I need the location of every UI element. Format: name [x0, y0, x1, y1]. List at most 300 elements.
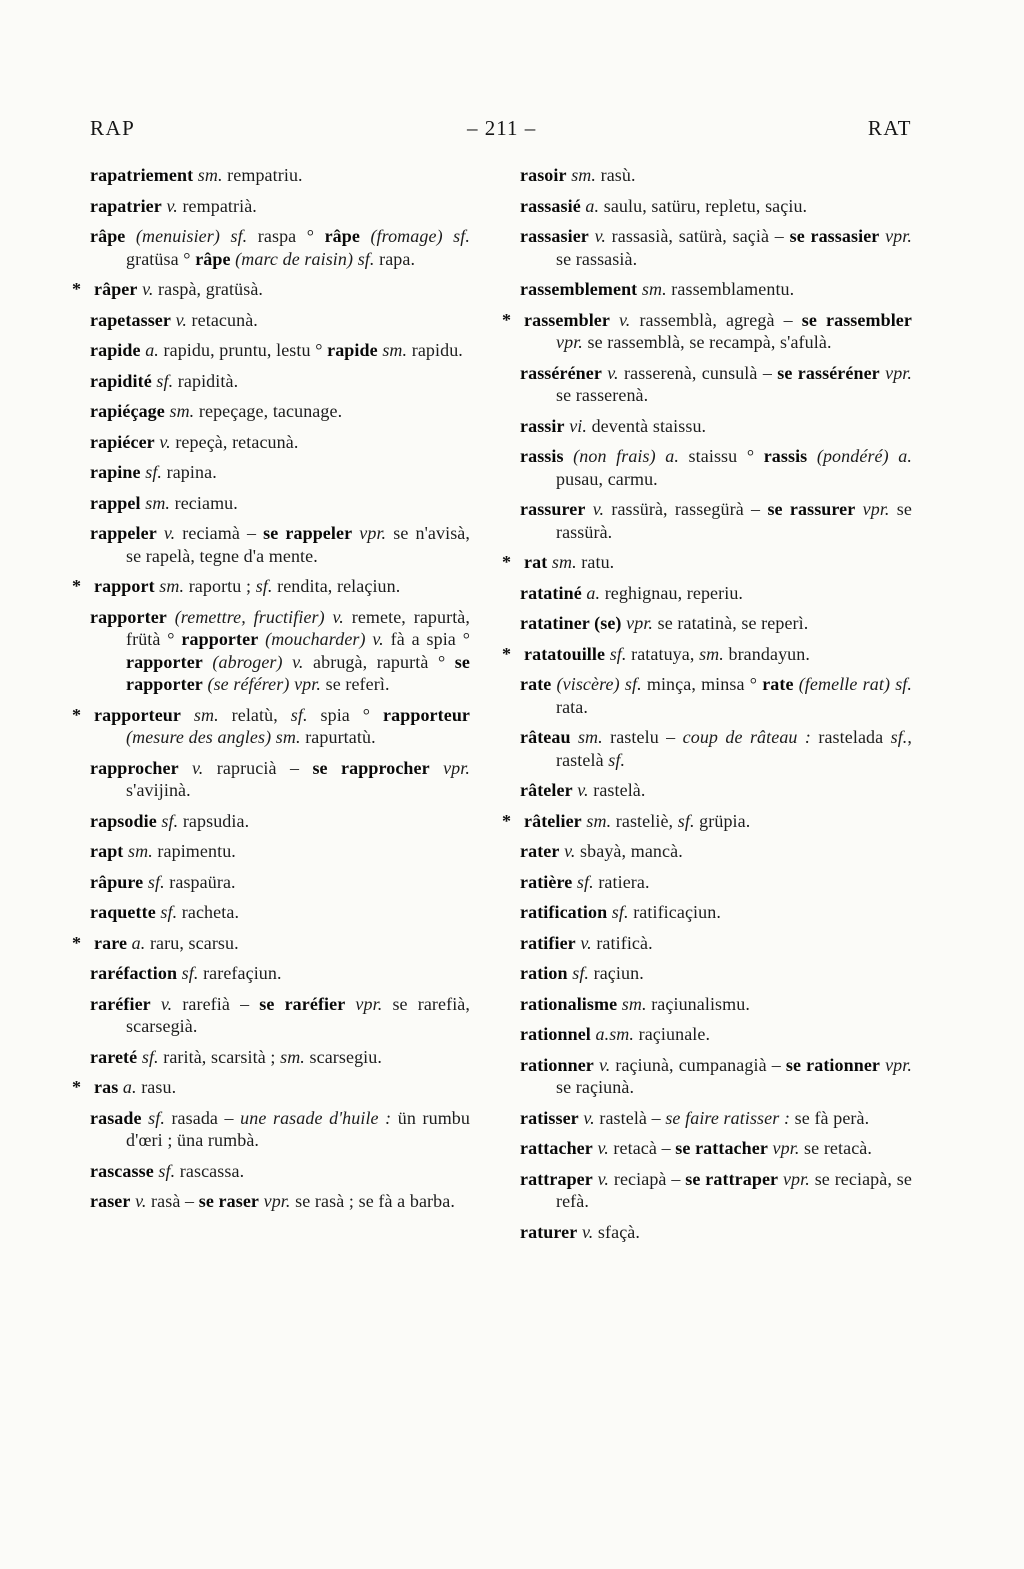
headword-text: se raser [198, 1191, 260, 1211]
translation-text: se raçiunà. [556, 1077, 635, 1097]
dictionary-entry [90, 757, 470, 802]
grammar-label: v. [161, 195, 178, 216]
grammar-label: v. [130, 1191, 147, 1211]
dictionary-entry [90, 522, 470, 567]
translation-text: rasu. [136, 1077, 177, 1097]
dictionary-entry [520, 1137, 912, 1160]
translation-text: spia ° [307, 704, 384, 725]
grammar-label: sf. [155, 902, 178, 922]
grammar-label: vpr. [879, 226, 912, 246]
grammar-label: sm. [377, 340, 408, 360]
translation-text: retacà – [608, 1138, 676, 1158]
dictionary-entry [90, 339, 470, 362]
translation-text: rastelada [811, 727, 891, 747]
grammar-label: (fromage) sf. [359, 226, 470, 246]
headword-text: rapporter [90, 606, 167, 627]
grammar-label: sm. [699, 643, 724, 664]
dictionary-entry [90, 606, 470, 696]
translation-text: rasada – [164, 1107, 241, 1128]
translation-text: se ratatinà, se reperì. [653, 613, 809, 633]
translation-text: raçiunale. [634, 1024, 711, 1044]
headword-text: ratatiné [520, 582, 582, 603]
translation-text: , rastelà [556, 727, 913, 770]
grammar-label: vpr. [880, 1054, 912, 1075]
translation-text: raspa ° [247, 226, 325, 246]
headword-text: ratifier [520, 932, 576, 953]
headword-text: rasoir [520, 165, 567, 185]
page-number: – 211 – [466, 116, 537, 140]
headword-text: rapporter [181, 629, 259, 649]
dictionary-entry [90, 1046, 470, 1069]
dictionary-entry [520, 164, 912, 187]
dictionary-entry [520, 278, 912, 301]
dictionary-entry [520, 415, 912, 438]
headword-text: rare [94, 932, 128, 953]
headword-text: ratification [520, 902, 608, 922]
grammar-label: sm. [581, 810, 612, 831]
translation-text: rendita, relaçiun. [272, 576, 401, 596]
dictionary-entry [72, 278, 470, 301]
translation-text: raru, scarsu. [145, 932, 239, 953]
grammar-label: v. [585, 499, 605, 519]
translation-text: rempatriu. [222, 165, 303, 185]
headword-text: rapatrier [90, 195, 162, 216]
translation-text: rasserenà, cunsulà – [618, 362, 778, 383]
grammar-label: vpr. [855, 499, 890, 519]
dictionary-entry [520, 779, 912, 802]
translation-text: se rassürà. [556, 499, 912, 542]
headword-text: rapiéçage [90, 401, 165, 421]
grammar-label: sf. [151, 370, 174, 391]
headword-text: rattacher [520, 1138, 593, 1158]
translation-text: se fà perà. [790, 1107, 870, 1128]
headword-text: se rattacher [675, 1138, 768, 1158]
grammar-label: v. [601, 362, 619, 383]
headword-text: rassemblement [520, 279, 638, 299]
grammar-label: sf. [143, 871, 165, 892]
translation-text: rapina. [162, 462, 217, 482]
headword-text: râpe [324, 226, 360, 246]
translation-text: raçiunà, cumpanagià – [610, 1054, 786, 1075]
grammar-label: (remettre, fructifier) v. [166, 606, 344, 627]
translation-text: rata. [556, 696, 588, 717]
translation-text: saulu, satüru, repletu, saçiu. [599, 195, 808, 216]
grammar-label: v. [609, 309, 631, 330]
translation-text: reghignau, reperiu. [600, 582, 744, 603]
grammar-label: v. [575, 932, 592, 953]
dictionary-entry [520, 1054, 912, 1099]
dictionary-entry [90, 901, 470, 924]
grammar-label: vpr. [352, 523, 387, 543]
translation-text: sbayà, mancà. [575, 841, 683, 861]
grammar-label: (pondéré) a. [807, 446, 912, 466]
dictionary-entry [520, 726, 912, 771]
headword-text: rapport [94, 576, 155, 596]
dictionary-entry [90, 400, 470, 423]
headword-text: rationner [520, 1054, 594, 1075]
translation-text: retacunà. [186, 309, 258, 330]
translation-text: rassürà, rassegürà – [604, 499, 768, 519]
dictionary-entry [90, 993, 470, 1038]
headword-text: rat [524, 552, 548, 572]
translation-text: s'avijinà. [126, 780, 191, 800]
star-marker: * [502, 643, 512, 664]
grammar-label: (viscère) sf. [551, 674, 642, 694]
dictionary-entry [90, 225, 470, 270]
star-marker: * [72, 932, 82, 953]
header-left-guideword: RAP [90, 116, 136, 140]
headword-text: rassembler [524, 309, 610, 330]
translation-text: grüpia. [694, 810, 751, 831]
grammar-label: sf. [572, 871, 594, 892]
grammar-label: v. [572, 780, 589, 800]
grammar-label: sm. [570, 727, 603, 747]
headword-text: rapide [90, 340, 141, 360]
grammar-label: sm. [140, 492, 171, 513]
headword-text: rapetasser [90, 309, 171, 330]
headword-text: râteler [520, 780, 573, 800]
dictionary-entry [520, 1168, 912, 1213]
dictionary-entry [90, 309, 470, 332]
dictionary-entry [90, 195, 470, 218]
translation-text: ün rumbu d'œri ; üna rumbà. [126, 1107, 471, 1150]
translation-text: reciapà – [609, 1168, 686, 1189]
grammar-label: (non frais) a. [563, 446, 679, 466]
headword-text: ratière [520, 871, 573, 892]
grammar-label: sm. [164, 401, 195, 421]
star-marker: * [72, 576, 82, 596]
headword-text: raturer [520, 1221, 578, 1242]
translation-text: rastelà. [588, 780, 646, 800]
dictionary-entry [520, 901, 912, 924]
grammar-label: a. [580, 195, 600, 216]
grammar-label: (mesure des angles) sm. [126, 727, 301, 747]
headword-text: rationalisme [520, 993, 618, 1014]
dictionary-entry [520, 362, 912, 407]
translation-text: rapidu. [407, 340, 463, 360]
grammar-label: vpr. [778, 1168, 810, 1189]
headword-text: rapporter [126, 651, 203, 672]
translation-text: raprucià – [203, 757, 313, 778]
star-marker: * [502, 309, 512, 330]
translation-text: staissu ° [679, 446, 764, 466]
star-marker: * [72, 1077, 82, 1097]
headword-text: se rationner [785, 1054, 881, 1075]
translation-text: se reciapà, se refà. [556, 1168, 912, 1211]
translation-text: rastelà – [594, 1107, 666, 1128]
translation-text: rapurtatù. [300, 727, 376, 747]
translation-text: rarità, scarsità ; [158, 1046, 281, 1067]
column-right [502, 164, 913, 1251]
grammar-label: sm. [280, 1046, 305, 1067]
headword-text: rapiécer [90, 431, 155, 452]
translation-text: rascassa. [175, 1160, 245, 1181]
translation-text: raçiunalismu. [646, 993, 750, 1014]
headword-text: ration [520, 963, 568, 983]
headword-text: râper [94, 279, 138, 299]
grammar-label: sf. [607, 902, 629, 922]
dictionary-entry [520, 1023, 912, 1046]
headword-text: rapporteur [383, 704, 471, 725]
translation-text: ratificà. [591, 932, 653, 953]
headword-text: se rasséréner [777, 362, 880, 383]
dictionary-entry [90, 840, 470, 863]
headword-text: rassir [520, 415, 565, 436]
page-header [90, 116, 912, 141]
translation-text: rarefià – [172, 993, 260, 1014]
dictionary-entry [90, 461, 470, 484]
dictionary-entry [520, 932, 912, 955]
dictionary-entry [90, 810, 470, 833]
translation-text: se n'avisà, se rapelà, tegne d'a mente. [126, 523, 470, 566]
grammar-label: sf. [567, 963, 590, 983]
headword-text: rapatriement [90, 165, 194, 185]
headword-text: rapine [90, 462, 141, 482]
dictionary-entry [520, 1107, 912, 1130]
translation-text: brandayun. [723, 643, 810, 664]
headword-text: se rassembler [801, 309, 912, 330]
headword-text: rate [762, 674, 794, 694]
translation-text: rapsudia. [178, 810, 250, 831]
star-marker: * [502, 810, 512, 831]
grammar-label: sf. [141, 1107, 165, 1128]
translation-text: repeçà, retacunà. [170, 431, 299, 452]
grammar-label: vpr. [345, 993, 383, 1014]
translation-text: se rassemblà, se recampà, s'afulà. [582, 332, 832, 352]
headword-text: rassurer [520, 499, 586, 519]
grammar-label: a.sm. [590, 1024, 635, 1044]
dictionary-entry [520, 498, 912, 543]
translation-text: reciamà – [175, 523, 264, 543]
dictionary-entry [502, 309, 912, 354]
translation-text: raspà, gratüsà. [153, 279, 264, 299]
headword-text: raquette [90, 902, 156, 922]
star-marker: * [72, 279, 82, 299]
dictionary-entry [520, 195, 912, 218]
translation-text: se retacà. [799, 1138, 872, 1158]
headword-text: rationnel [520, 1024, 591, 1044]
dictionary-entry [502, 551, 912, 574]
grammar-label: sm. [566, 165, 596, 185]
translation-text: scarsegiu. [304, 1046, 382, 1067]
headword-text: rattraper [520, 1168, 593, 1189]
grammar-label: vpr. [556, 332, 583, 352]
translation-text: relatù, [218, 704, 291, 725]
headword-text: ratatiner (se) [520, 613, 622, 633]
dictionary-entry [502, 643, 912, 666]
translation-text: pusau, carmu. [556, 468, 658, 489]
translation-text: rasù. [596, 165, 636, 185]
grammar-label: vpr. [429, 757, 470, 778]
translation-text: raportu ; [184, 576, 256, 596]
dictionary-body [72, 164, 913, 1251]
headword-text: rappeler [90, 523, 157, 543]
dictionary-entry [502, 810, 912, 833]
dictionary-entry [90, 1107, 470, 1152]
grammar-label: (femelle rat) sf. [793, 674, 912, 694]
grammar-label: coup de râteau : [682, 727, 811, 747]
dictionary-entry [520, 225, 912, 270]
grammar-label: v. [577, 1221, 594, 1242]
translation-text: fà a spia ° [383, 629, 470, 649]
translation-text: deventà staissu. [586, 415, 707, 436]
grammar-label: a. [581, 582, 601, 603]
grammar-label: sm. [547, 552, 577, 572]
grammar-label: v. [588, 226, 606, 246]
translation-text: reciamu. [170, 492, 238, 513]
translation-text: rarefaçiun. [198, 963, 282, 983]
grammar-label: sf. [608, 749, 626, 770]
headword-text: se raréfier [259, 993, 346, 1014]
dictionary-entry [72, 1076, 470, 1099]
star-marker: * [72, 704, 82, 725]
dictionary-entry [520, 993, 912, 1016]
grammar-label: vpr. [879, 362, 913, 383]
translation-text: rapimentu. [152, 841, 236, 861]
grammar-label: v. [593, 1054, 611, 1075]
headword-text: raréfaction [90, 963, 178, 983]
grammar-label: v. [137, 279, 154, 299]
grammar-label: sf. [156, 810, 179, 831]
translation-text: rapidità. [173, 370, 239, 391]
headword-text: se rappeler [263, 523, 353, 543]
dictionary-entry [520, 1221, 912, 1244]
header-right-guideword: RAT [867, 116, 912, 140]
headword-text: rapprocher [90, 757, 179, 778]
translation-text: repeçage, tacunage. [194, 401, 343, 421]
headword-text: raser [90, 1191, 131, 1211]
grammar-label: v. [578, 1107, 595, 1128]
grammar-label: (abroger) v. [202, 651, 304, 672]
headword-text: se rapprocher [312, 757, 430, 778]
translation-text: minça, minsa ° [641, 674, 763, 694]
headword-text: râteau [520, 727, 571, 747]
grammar-label: (se référer) vpr. [202, 674, 321, 694]
headword-text: rapt [90, 841, 124, 861]
headword-text: raréfier [90, 993, 151, 1014]
translation-text: rastelu – [602, 727, 683, 747]
grammar-label: v. [154, 431, 171, 452]
grammar-label: sm. [180, 704, 219, 725]
headword-text: se rassurer [767, 499, 856, 519]
column-left [72, 164, 471, 1251]
grammar-label: sf. [140, 462, 163, 482]
translation-text: ratatuya, [626, 643, 700, 664]
headword-text: rareté [90, 1046, 138, 1067]
translation-text: rasteliè, [611, 810, 678, 831]
grammar-label: v. [170, 309, 187, 330]
dictionary-entry [90, 871, 470, 894]
dictionary-entry [90, 164, 470, 187]
headword-text: ras [94, 1077, 119, 1097]
headword-text: rasade [90, 1107, 142, 1128]
headword-text: ratatouille [524, 643, 606, 664]
dictionary-entry [72, 704, 471, 749]
translation-text: ratu. [576, 552, 615, 572]
grammar-label: vpr. [259, 1191, 291, 1211]
headword-text: se rattraper [685, 1168, 779, 1189]
dictionary-entry [90, 492, 470, 515]
dictionary-entry [90, 431, 470, 454]
headword-text: rassis [763, 446, 808, 466]
grammar-label: sf. [890, 727, 908, 747]
translation-text: remete, rapurtà, frütà ° [126, 606, 470, 649]
grammar-label: sm. [193, 165, 223, 185]
headword-text: se rassasier [789, 226, 880, 246]
grammar-label: se faire ratisser : [665, 1107, 791, 1128]
translation-text: sfaçà. [593, 1221, 640, 1242]
dictionary-entry [520, 871, 912, 894]
headword-text: rapporteur [94, 704, 181, 725]
translation-text: abrugà, rapurtà ° [303, 651, 455, 672]
headword-text: rater [520, 841, 560, 861]
headword-text: râpure [90, 871, 144, 892]
headword-text: rassis [520, 446, 564, 466]
grammar-label: v. [559, 841, 576, 861]
translation-text: se rarefià, scarsegià. [126, 993, 470, 1036]
translation-text: rassemblà, agregà – [630, 309, 802, 330]
star-marker: * [502, 552, 512, 572]
headword-text: rapidité [90, 370, 152, 391]
translation-text: gratüsa ° [126, 248, 196, 269]
dictionary-entry [72, 932, 470, 955]
grammar-label: vpr. [621, 613, 654, 633]
translation-text: ratificaçiun. [628, 902, 721, 922]
headword-text: rassasié [520, 195, 581, 216]
grammar-label: sf. [255, 576, 273, 596]
grammar-label: vi. [564, 415, 587, 436]
translation-text: se referì. [320, 674, 390, 694]
translation-text: rapidu, pruntu, lestu ° [158, 340, 328, 360]
translation-text: raspaüra. [164, 871, 236, 892]
translation-text: se rassasià. [556, 248, 638, 269]
dictionary-entry [520, 962, 912, 985]
dictionary-entry [520, 582, 912, 605]
headword-text: se rapporter [126, 651, 470, 694]
grammar-label: sf. [177, 963, 199, 983]
grammar-label: sf. [605, 643, 627, 664]
translation-text: rassemblamentu. [666, 279, 795, 299]
grammar-label: v. [178, 757, 204, 778]
dictionary-entry [90, 1190, 470, 1213]
headword-text: rasséréner [520, 362, 602, 383]
grammar-label: sm. [154, 576, 185, 596]
dictionary-entry [520, 673, 912, 718]
translation-text: racheta. [177, 902, 240, 922]
translation-text: rapa. [374, 248, 416, 269]
headword-text: râpe [90, 226, 126, 246]
grammar-label: sf. [153, 1160, 176, 1181]
headword-text: rassasier [520, 226, 589, 246]
grammar-label: sf. [137, 1046, 159, 1067]
dictionary-entry [520, 445, 912, 490]
grammar-label: vpr. [767, 1138, 800, 1158]
dictionary-entry [90, 370, 470, 393]
grammar-label: sm. [123, 841, 153, 861]
translation-text: se rasà ; se fà a barba. [290, 1191, 455, 1211]
translation-text: rasà – [146, 1191, 199, 1211]
grammar-label: a. [118, 1077, 137, 1097]
grammar-label: v. [156, 523, 176, 543]
grammar-label: sm. [637, 279, 667, 299]
dictionary-entry [90, 962, 470, 985]
grammar-label: v. [592, 1138, 609, 1158]
headword-text: rappel [90, 492, 141, 513]
translation-text: rempatrià. [177, 195, 257, 216]
dictionary-entry [520, 612, 912, 635]
translation-text: rassasià, satürà, saçià – [605, 226, 790, 246]
grammar-label: v. [592, 1168, 610, 1189]
